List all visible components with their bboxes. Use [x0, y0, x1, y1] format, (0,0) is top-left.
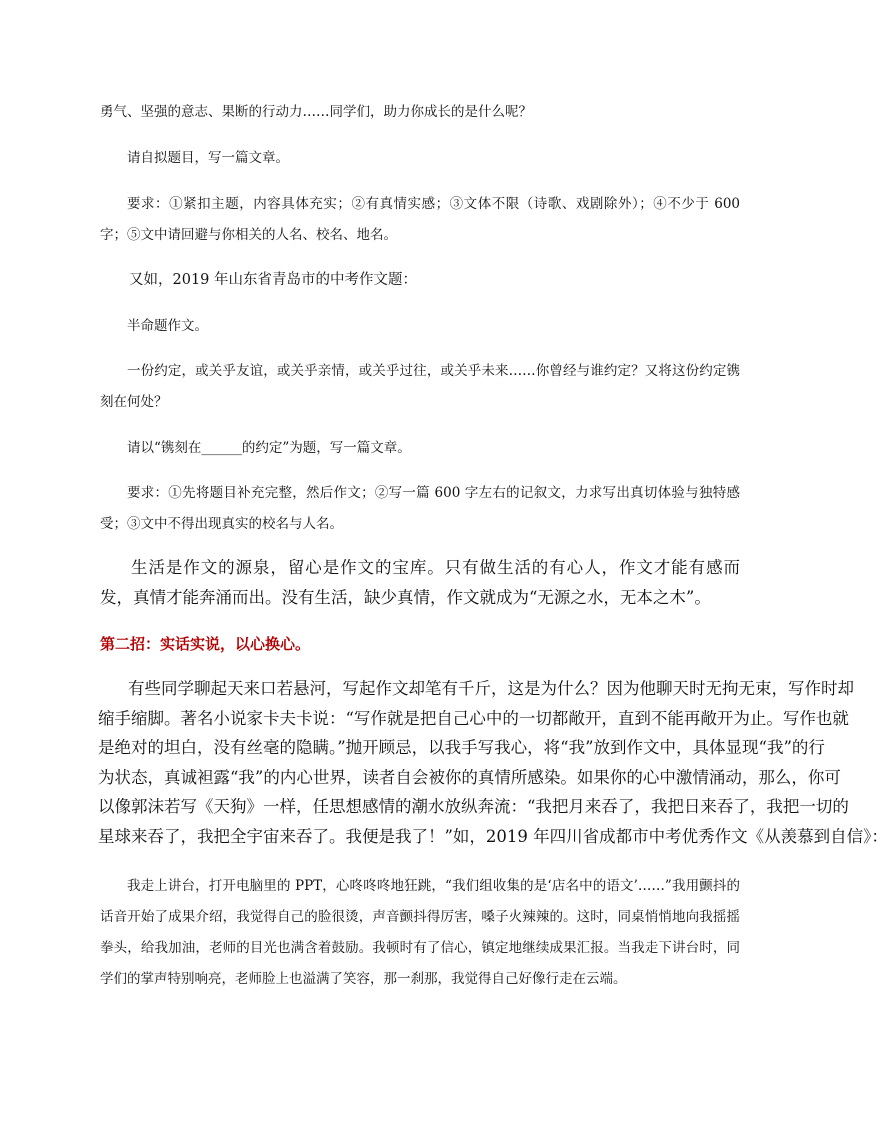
paragraph-half-title: 半命题作文。	[127, 318, 208, 334]
paragraph-intro-question: 勇气、坚强的意志、果断的行动力……同学们，助力你成长的是什么呢？	[100, 104, 532, 120]
paragraph-promise-prompt: 一份约定，或关乎友谊，或关乎亲情，或关乎过往，或关乎未来……你曾经与谁约定？又将这份约定镌刻在何处？	[100, 363, 740, 410]
paragraph-qingdao-example: 又如，2019 年山东省青岛市的中考作文题：	[129, 272, 418, 288]
paragraph-honest-writing	[98, 674, 888, 851]
paragraph-requirements-1: 要求：①紧扣主题，内容具体充实；②有真情实感；③文体不限（诗歌、戏剧除外）；④不少于 600 字；⑤文中请回避与你相关的人名、校名、地名。	[100, 196, 740, 243]
text-line: 以像郭沫若写《天狗》一样，任思想感情的潮水放纵奔流：“我把月来吞了，我把日来吞了，我把一切的	[98, 797, 849, 816]
paragraph-requirements-2: 要求：①先将题目补充完整，然后作文；②写一篇 600 字左右的记叙文，力求写出真切体验与独特感受；③文中不得出现真实的校名与人名。	[100, 485, 740, 532]
text-line: 有些同学聊起天来口若悬河，写起作文却笔有千斤，这是为什么？因为他聊天时无拘无束，写作时却	[128, 679, 854, 698]
section-heading-second-trick: 第二招：实话实说，以心换心。	[100, 635, 311, 653]
text-line: 星球来吞了，我把全宇宙来吞了。我便是我了！”如，2019 年四川省成都市中考优秀作文《从羡慕到自信》：	[98, 826, 888, 846]
paragraph-instruction-1: 请自拟题目，写一篇文章。	[127, 150, 289, 166]
paragraph-essay-excerpt: 我走上讲台，打开电脑里的 PPT，心咚咚咚地狂跳，“我们组收集的是‘店名中的语文’……”我用颤抖的话音开始了成果介绍，我觉得自己的脸很烫，声音颤抖得厉害，嗓子火辣辣的。这时，同桌悄悄地向我摇摇拳头，给我加油，老师的目光也满含着鼓励。我顿时有了信心，镇定地继续成果汇报。当我走下讲台时，同学们的掌声特别响亮，老师脸上也溢满了笑容，那一刹那，我觉得自己好像行走在云端。	[100, 878, 740, 987]
paragraph-life-source: 生活是作文的源泉，留心是作文的宝库。只有做生活的有心人，作文才能有感而发，真情才能奔涌而出。没有生活，缺少真情，作文就成为“无源之水，无本之木”。	[100, 558, 740, 607]
text-line: 是绝对的坦白，没有丝毫的隐瞒。”抛开顾忌，以我手写我心，将“我”放到作文中，具体显现“我”的行	[98, 738, 825, 757]
text-line: 缩手缩脚。著名小说家卡夫卡说：“写作就是把自己心中的一切都敞开，直到不能再敞开为止。写作也就	[98, 708, 849, 728]
text-line: 为状态，真诚袒露“我”的内心世界，读者自会被你的真情所感染。如果你的心中激情涌动，那么，你可	[98, 767, 841, 787]
paragraph-instruction-2: 请以“镌刻在______的约定”为题，写一篇文章。	[127, 440, 411, 456]
